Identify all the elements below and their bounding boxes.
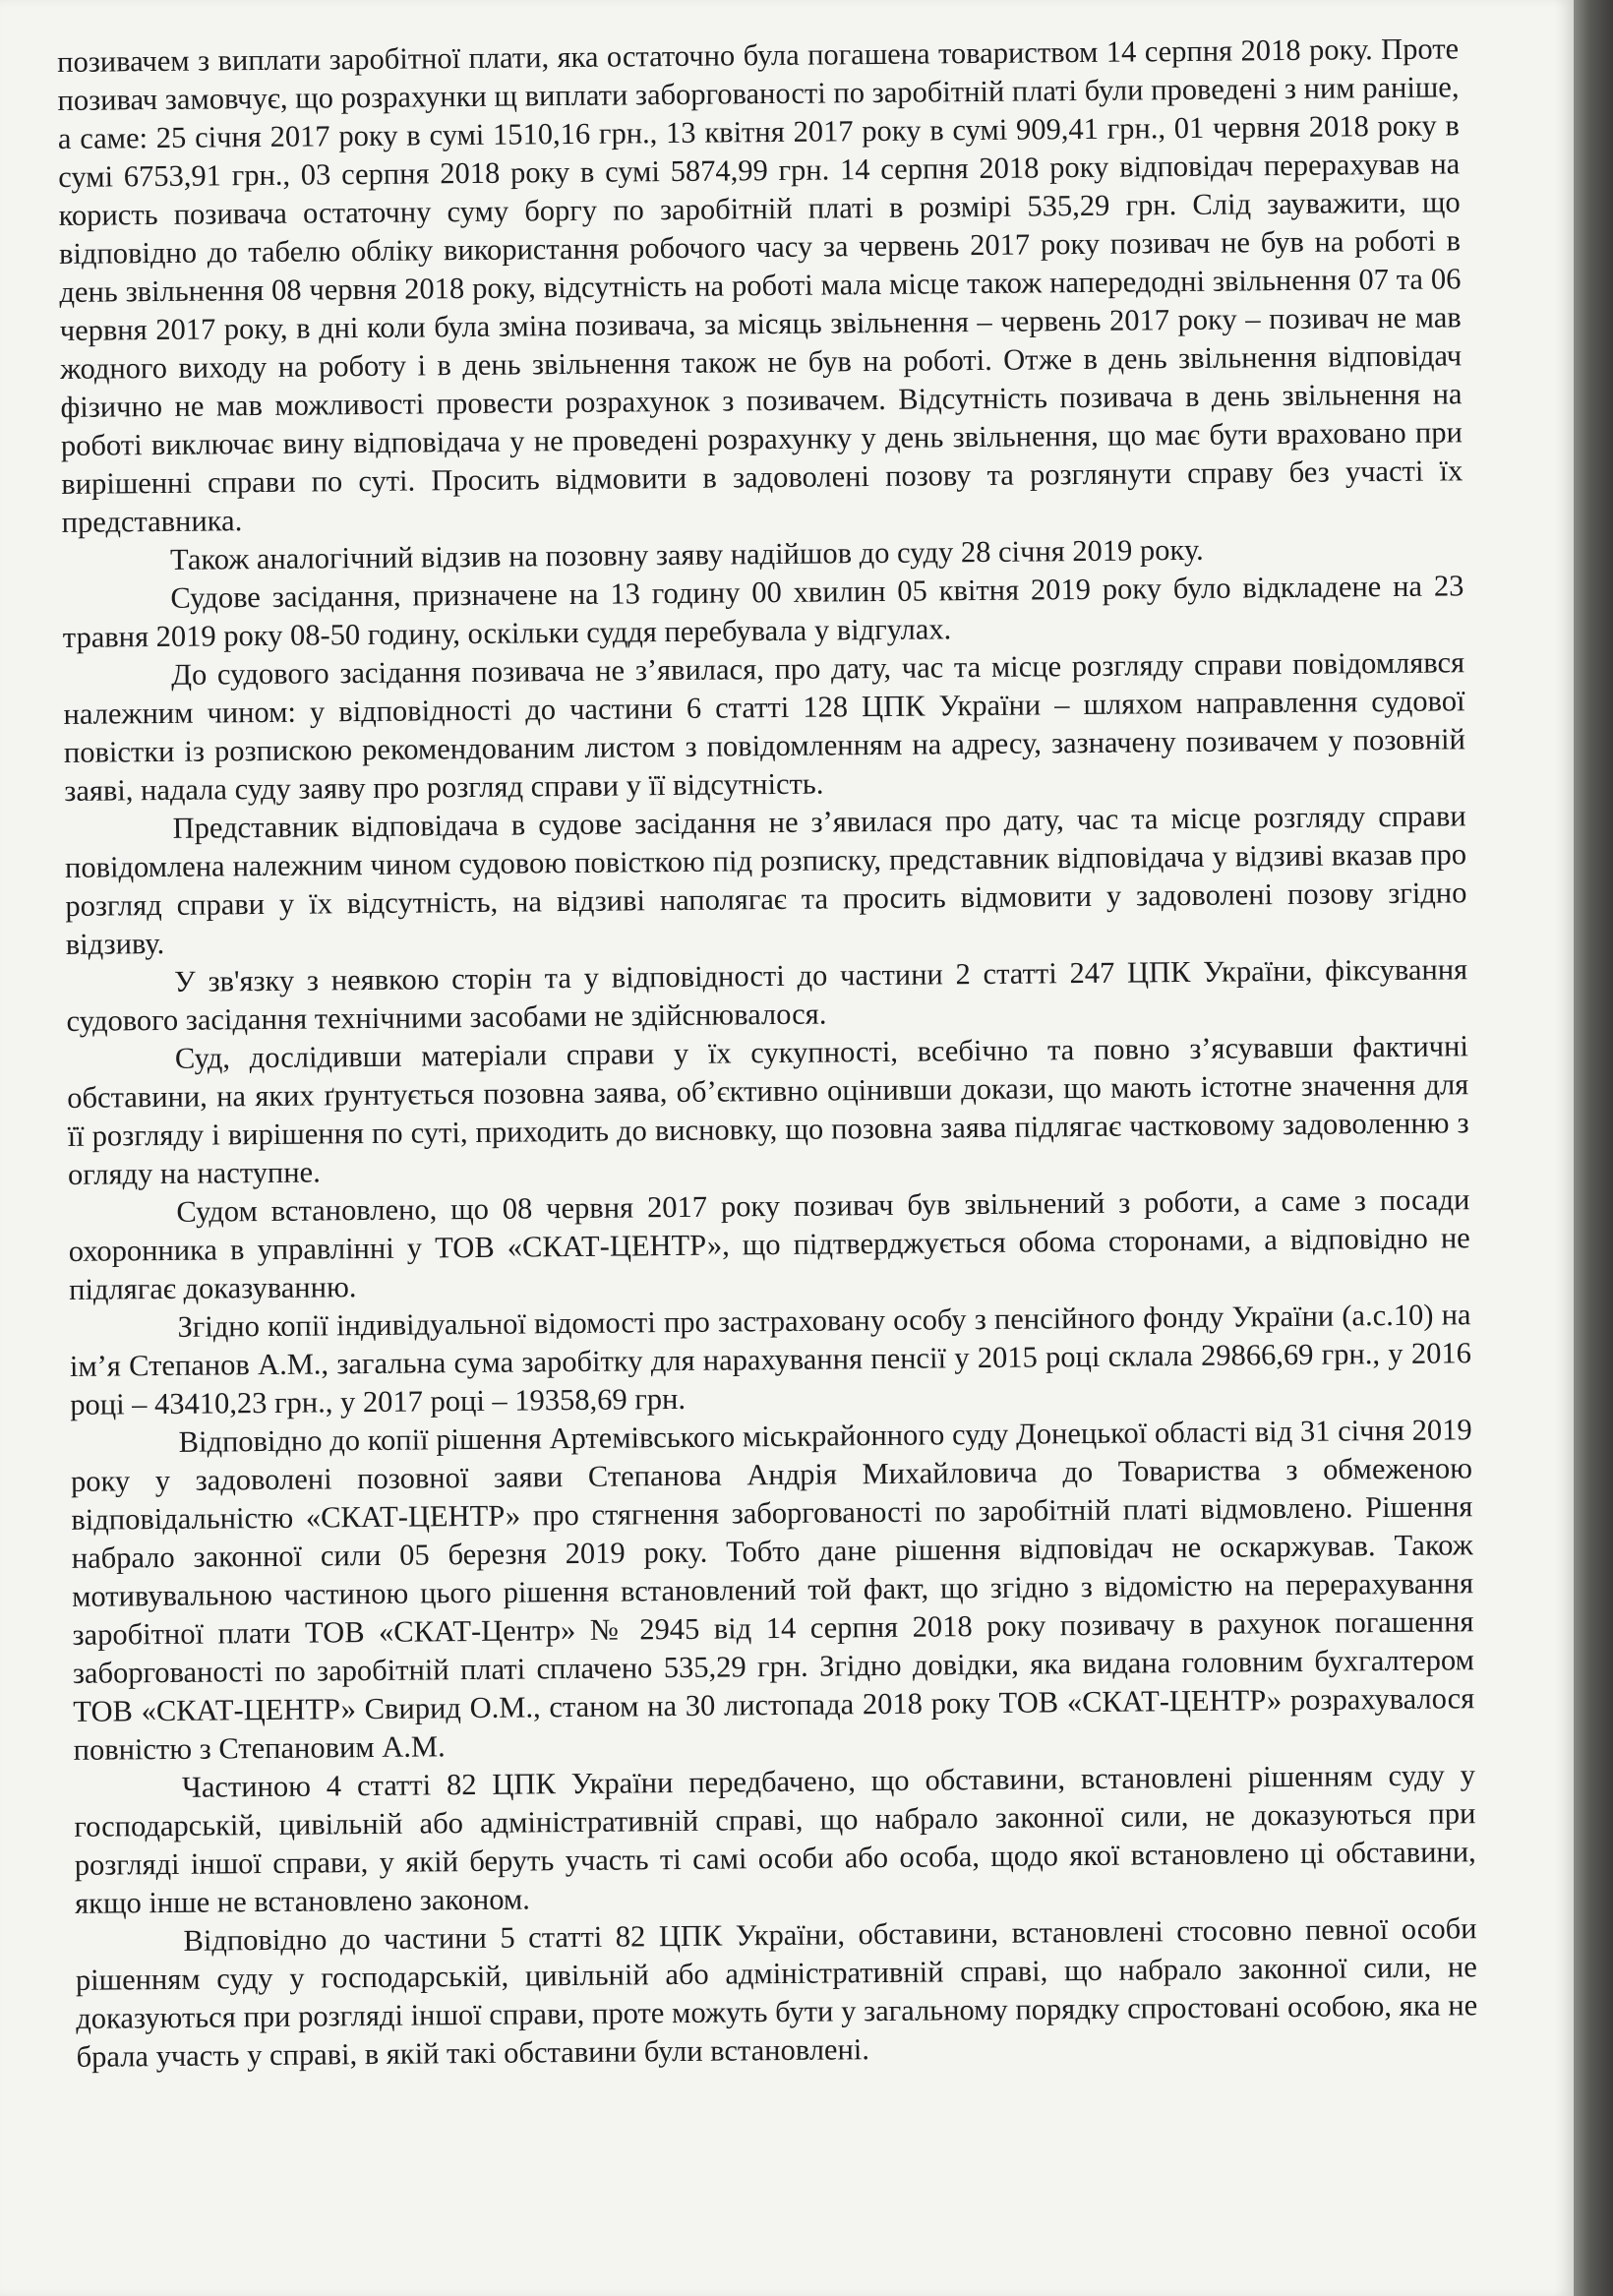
paragraph-4: До судового засідання позивача не з’явилася, про дату, час та місце розгляду справи повідомлявся належним чином: у відповідності до частини 6 статті 128 ЦПК України – шляхом направлення судової повістки із розпискою рекомендованим листом з повідомленням на адресу, зазначену позивачем у позовній заяві, надала суду заяву про розгляд справи у її відсутність. bbox=[63, 645, 1466, 808]
paragraph-9: Згідно копії індивідуальної відомості про застраховану особу з пенсійного фонду України (а.с.10) на ім’я Степанов А.М., загальна сума заробітку для нарахування пенсії у 2015 році склала 29866,69 грн., у 2016 році – 43410,23 грн., у 2017 році – 19358,69 грн. bbox=[69, 1298, 1472, 1421]
paragraph-6: У зв'язку з неявкою сторін та у відповідності до частини 2 статті 247 ЦПК України, фіксування судового засідання технічними засобами не здійснювалося. bbox=[66, 952, 1468, 1038]
paragraph-5: Представник відповідача в судове засідання не з’явилася про дату, час та місце розгляду справи повідомлена належним чином судовою повісткою під розписку, представник відповідача у відзиві вказав про розгляд справи у їх відсутність, на відзиві наполягає та просить відмовити у задоволені позову згідно відзиву. bbox=[64, 799, 1467, 961]
paragraph-7: Суд, дослідивши матеріали справи у їх сукупності, всебічно та повно з’ясувавши фактичні обставини, на яких ґрунтується позовна заява, об’єктивно оцінивши докази, що мають істотне значення для її розгляду і вирішення по суті, приходить до висновку, що позовна заява підлягає частковому задоволенню з огляду на наступне. bbox=[67, 1029, 1469, 1191]
paragraph-2: Також аналогічний відзив на позовну заяву надійшов до суду 28 січня 2019 року. bbox=[169, 532, 1204, 576]
paragraph-12: Відповідно до частини 5 статті 82 ЦПК України, обставини, встановлені стосовно певної особи рішенням суду у господарській, цивільній або адміністративній справі, що набрало законної сили, не доказуються при розгляді іншої справи, проте можуть бути у загальному порядку спростовані особою, яка не брала участь у справі, в якій такі обставини були встановлені. bbox=[75, 1911, 1478, 2074]
scanner-edge-strip bbox=[1574, 0, 1613, 2296]
paragraph-11: Частиною 4 статті 82 ЦПК України передбачено, що обставини, встановлені рішенням суду у господарській, цивільній або адміністративній справі, що набрало законної сили, не доказуються при розгляді іншої справи, у якій беруть участь ті самі особи або особа, щодо якої встановлено ці обставини, якщо інше не встановлено законом. bbox=[74, 1758, 1476, 1920]
page-edge-shadow bbox=[1554, 0, 1576, 2296]
document-body bbox=[57, 30, 1478, 2077]
paragraph-3: Судове засідання, призначене на 13 годину 00 хвилин 05 квітня 2019 року було відкладене на 23 травня 2019 року 08-50 годину, оскільки суддя перебувала у відгулах. bbox=[62, 569, 1464, 654]
paragraph-1: позивачем з виплати заробітної плати, яка остаточно була погашена товариством 14 серпня 2018 року. Проте позивач замовчує, що розрахунки щ виплати заборгованості по заробітній платі були проведені з ним раніше, а саме: 25 січня 2017 року в сумі 1510,16 грн., 13 квітня 2017 року в сумі 909,41 грн., 01 червня 2018 року в сумі 6753,91 грн., 03 серпня 2018 року в сумі 5874,99 грн. 14 серпня 2018 року відповідач перерахував на користь позивача остаточну суму боргу по заробітній платі в розмірі 535,29 грн. Слід зауважити, що відповідно до табелю обліку використання робочого часу за червень 2017 року позивач не був на роботі в день звільнення 08 червня 2018 року, відсутність на роботі мала місце також напередодні звільнення 07 та 06 червня 2017 року, в дні коли була зміна позивача, за місяць звільнення – червень 2017 року – позивач не мав жодного виходу на роботу і в день звільнення також не був на роботі. Отже в день звільнення відповідач фізично не мав можливості провести розрахунок з позивачем. Відсутність позивача в день звільнення на роботі виключає вину відповідача у не проведені розрахунку у день звільнення, що має бути враховано при вирішенні справи по суті. Просить відмовити в задоволені позову та розглянути справу без участі їх представника. bbox=[57, 31, 1464, 539]
paragraph-10: Відповідно до копії рішення Артемівського міськрайонного суду Донецької області від 31 січня 2019 року у задоволені позовної заяви Степанова Андрія Михайловича до Товариства з обмеженою відповідальністю «СКАТ-ЦЕНТР» про стягнення заборгованості по заробітній платі відмовлено. Рішення набрало законної сили 05 березня 2019 року. Тобто дане рішення відповідач не оскаржував. Також мотивувальною частиною цього рішення встановлений той факт, що згідно з відомістю на перерахування заробітної плати ТОВ «СКАТ-Центр» № 2945 від 14 серпня 2018 року позивачу в рахунок погашення заборгованості по заробітній платі сплачено 535,29 грн. Згідно довідки, яка видана головним бухгалтером ТОВ «СКАТ-ЦЕНТР» Свирид О.М., станом на 30 листопада 2018 року ТОВ «СКАТ-ЦЕНТР» розрахувалося повністю з Степановим А.М. bbox=[70, 1413, 1475, 1767]
paragraph-8: Судом встановлено, що 08 червня 2017 року позивач був звільнений з роботи, а саме з посади охоронника в управлінні у ТОВ «СКАТ-ЦЕНТР», що підтверджується обома сторонами, а відповідно не підлягає доказуванню. bbox=[68, 1182, 1470, 1306]
